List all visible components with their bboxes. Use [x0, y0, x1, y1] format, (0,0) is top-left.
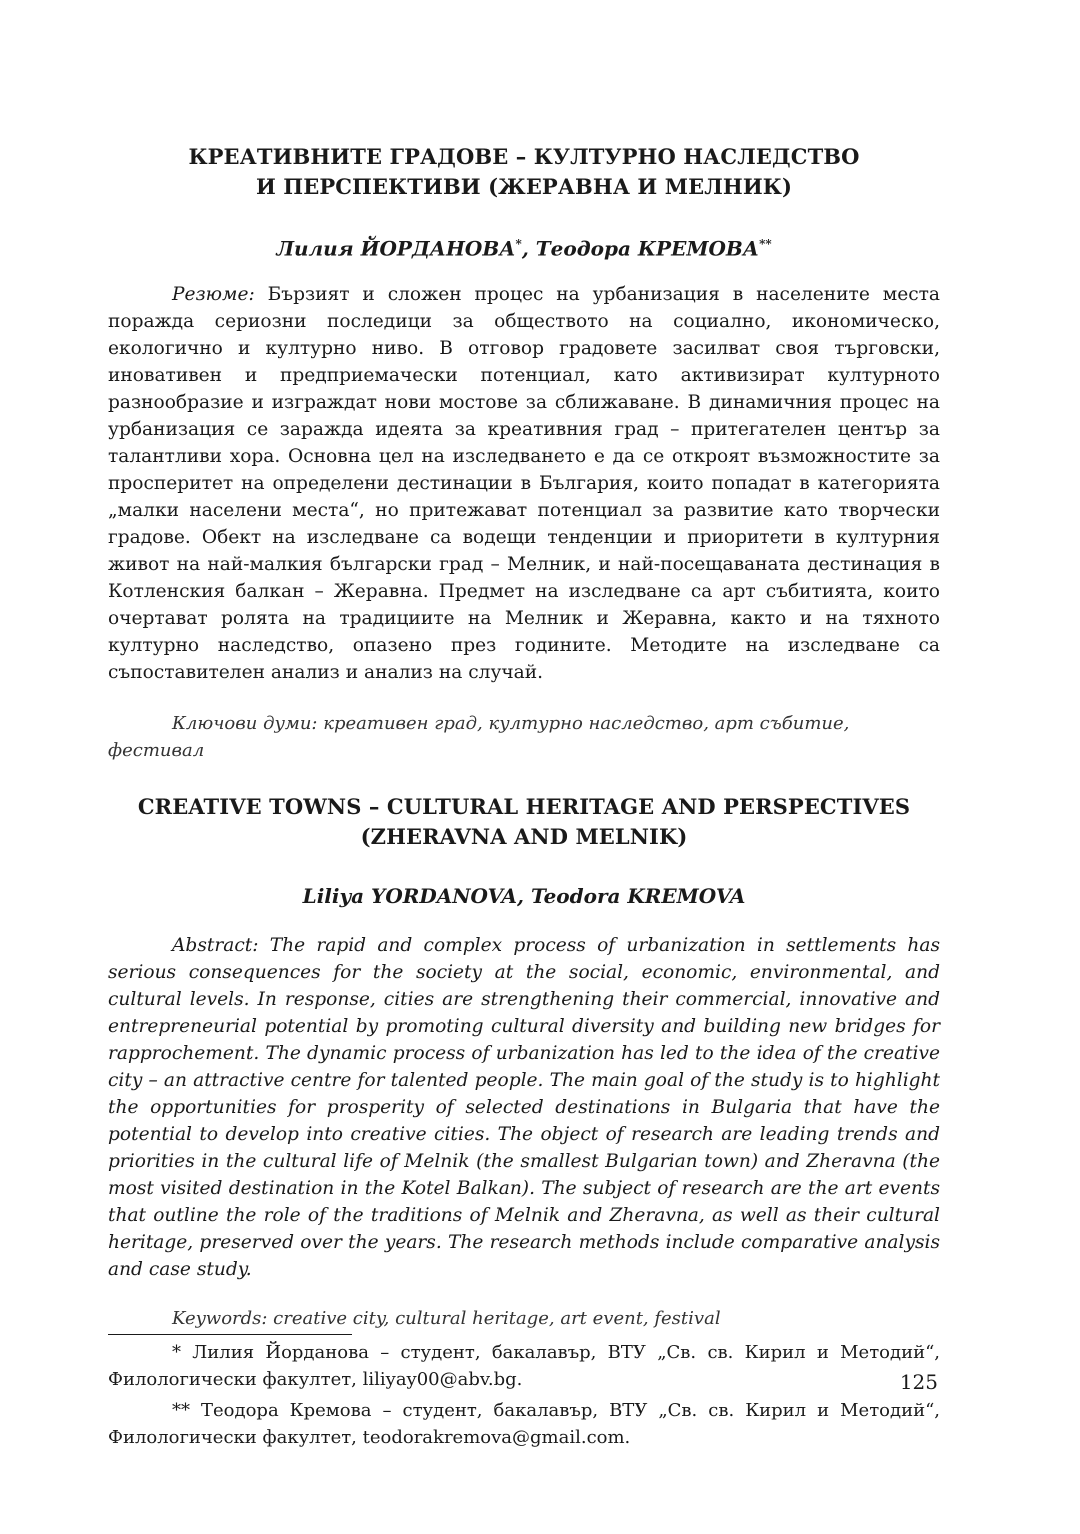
title-en-line-1: CREATIVE TOWNS – CULTURAL HERITAGE AND PERSPECTIVES	[137, 793, 911, 819]
author-1-footnote-mark: *	[515, 237, 522, 251]
title-bg-line-2: И ПЕРСПЕКТИВИ (ЖЕРАВНА И МЕЛНИК)	[255, 174, 793, 199]
title-en	[108, 792, 940, 852]
title-bg-line-1: КРЕАТИВНИТЕ ГРАДОВЕ – КУЛТУРНО НАСЛЕДСТВО	[188, 144, 860, 169]
footnote-1: * Лилия Йорданова – студент, бакалавър, ВТУ „Св. св. Кирил и Методий“, Филологически факултет, liliyay00@abv.bg.	[108, 1341, 940, 1390]
keywords-en: Keywords: creative city, cultural heritage, art event, festival	[172, 1307, 721, 1329]
footnote-2: ** Теодора Кремова – студент, бакалавър, ВТУ „Св. св. Кирил и Методий“, Филологически факултет, teodorakremova@gmail.com.	[108, 1399, 940, 1448]
abstract-bg-text: Бързият и сложен процес на урбанизация в населените места поражда сериозни последици за обществото на социално, икономическо, екологично и културно ниво. В отговор градовете засилват своя търговски, иновативен и предприемачески потенциал, като активизират културното разнообразие и изграждат нови мостове за сближаване. В динамичния процес на урбанизация се заражда идеята за креативния град – притегателен център за талантливи хора. Основна цел на изследването е да се откроят възможностите за просперитет на определени дестинации в България, които попадат в категорията „малки населени места“, но притежават потенциал за развитие като творчески градове. Обект на изследване са водещи тенденции и приоритети в културния живот на най-малкия български град – Мелник, и най-посещаваната дестинация в Котленския балкан – Жеравна. Предмет на изследване са арт събитията, които очертават ролята на традициите на Мелник и Жеравна, както и на тяхното културно наследство, опазено през годините. Методите на изследване са съпоставителен анализ и анализ на случай.	[108, 283, 940, 683]
abstract-en: Abstract: The rapid and complex process of urbanization in settlements has serious consequences for the society at the social, economic, environmental, and cultural levels. In response, cities are strengthening their commercial, innovative and entrepreneurial potential by promoting cultural diversity and building new bridges for rapprochement. The dynamic process of urbanization has led to the idea of the creative city – an attractive centre for talented people. The main goal of the study is to highlight the opportunities for prosperity of selected destinations in Bulgaria that have the potential to develop into creative cities. The object of research are leading trends and priorities in the cultural life of Melnik (the smallest Bulgarian town) and Zheravna (the most visited destination in the Kotel Balkan). The subject of research are the art events that outline the role of the traditions of Melnik and Zheravna, as well as their cultural heritage, preserved over the years. The research methods include comparative analysis and case study.	[108, 934, 940, 1280]
author-separator: ,	[521, 236, 536, 261]
author-2-name: Теодора КРЕМОВА	[535, 236, 760, 261]
paper-page	[108, 130, 940, 1451]
authors-bg	[108, 230, 940, 263]
footnote-separator	[108, 1334, 352, 1335]
abstract-bg	[108, 281, 940, 686]
abstract-bg-label: Резюме:	[172, 283, 255, 305]
title-en-line-2: (ZHERAVNA AND MELNIK)	[360, 823, 688, 849]
keywords-bg: Ключови думи: креативен град, културно наследство, арт събитие, фестивал	[108, 712, 850, 761]
author-2-footnote-mark: **	[759, 237, 772, 251]
authors-en: Liliya YORDANOVA, Teodora KREMOVA	[302, 883, 746, 908]
title-bg	[108, 142, 940, 202]
page-number: 125	[899, 1370, 938, 1394]
author-1-name: Лилия ЙОРДАНОВА	[276, 236, 516, 261]
